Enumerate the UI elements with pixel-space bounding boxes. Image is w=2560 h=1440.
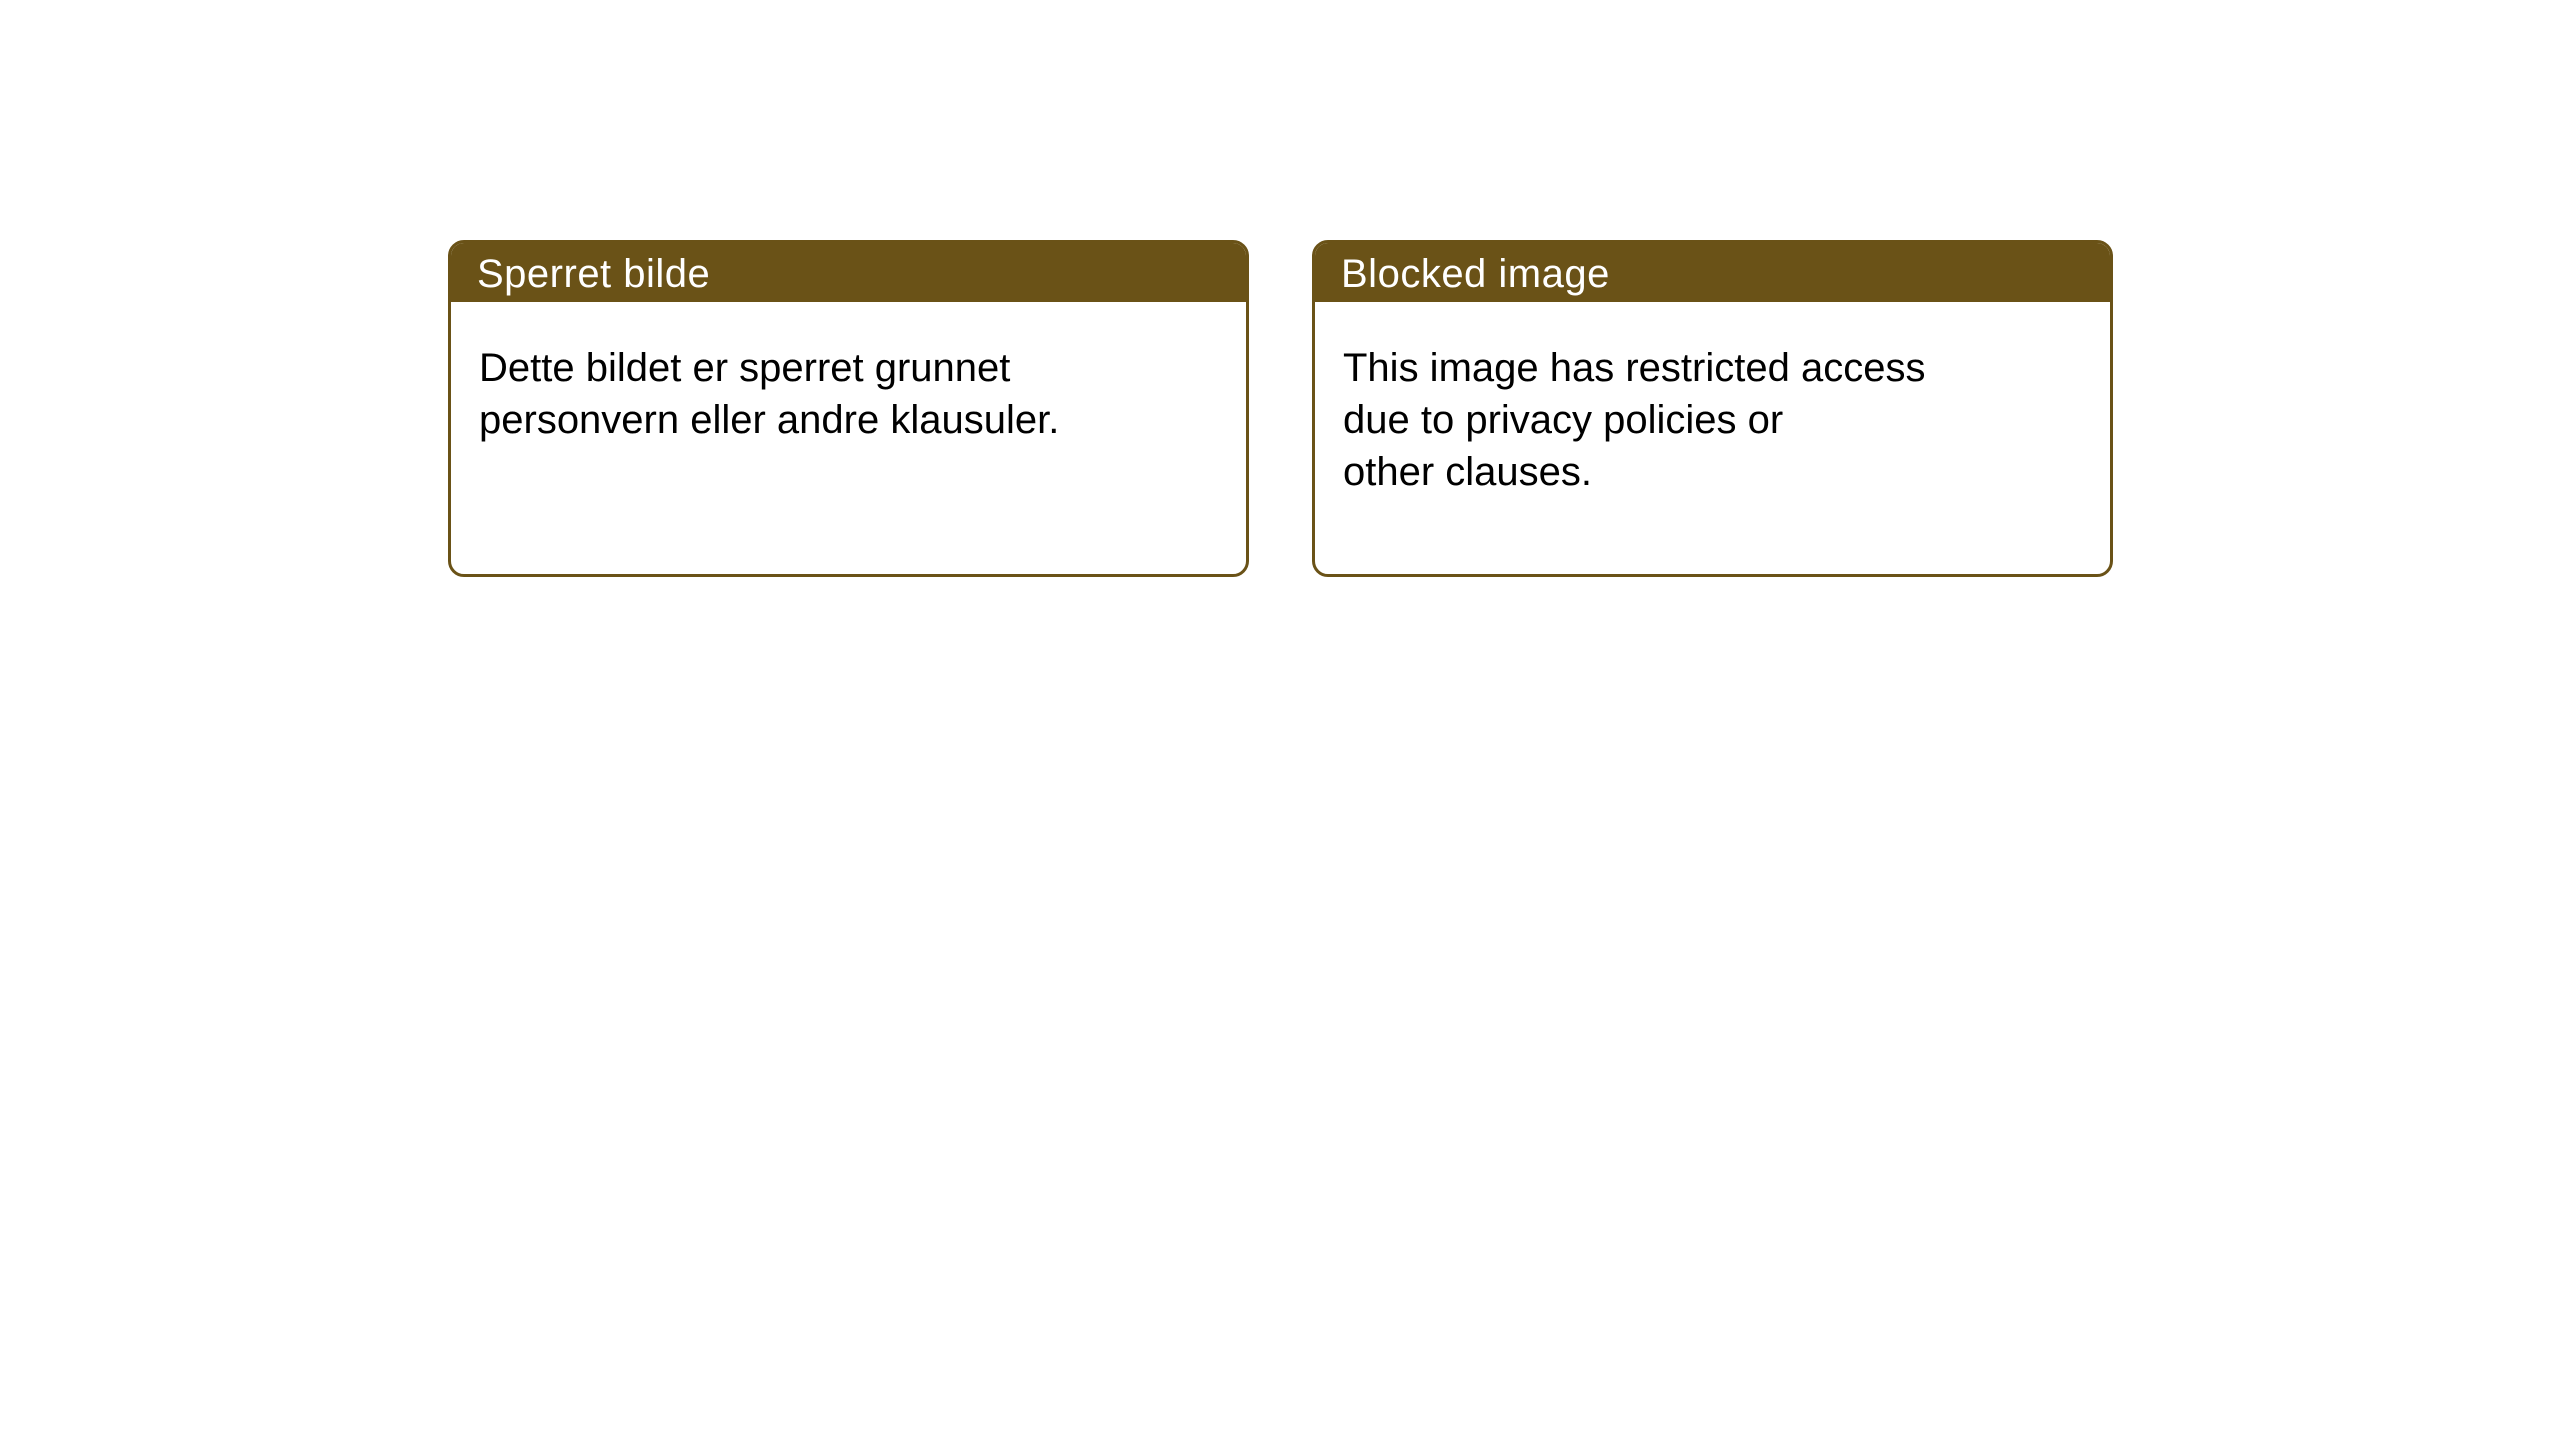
card-header-bar [451,243,1246,302]
card-body-line: Dette bildet er sperret grunnet [479,346,1011,390]
card-body-line: This image has restricted access [1343,346,1926,390]
card-header-bar [1315,243,2110,302]
card-body-line: personvern eller andre klausuler. [479,398,1060,442]
blocked-image-notice-card-norwegian [448,240,1249,577]
card-body [1315,302,2110,498]
card-body-line: due to privacy policies or [1343,398,1784,442]
card-body-line: other clauses. [1343,450,1593,494]
card-title: Sperret bilde [477,252,711,296]
card-body [451,302,1246,446]
card-title: Blocked image [1341,252,1610,296]
blocked-image-notice-card-english [1312,240,2113,577]
